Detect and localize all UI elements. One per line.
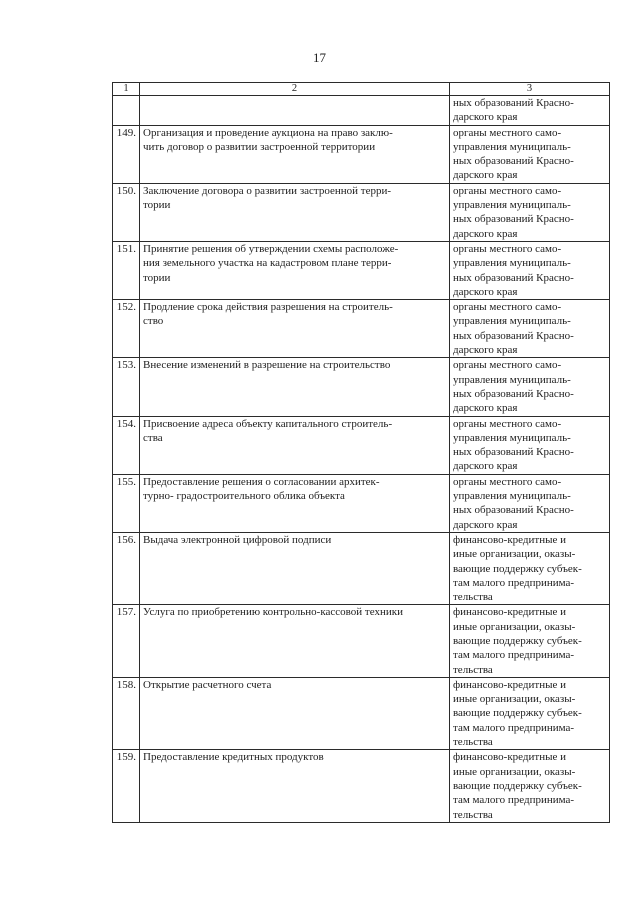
authority-line: ных образований Красно- [453,271,574,284]
table-header-row [113,83,610,96]
row-number: 159. [113,750,140,822]
authority-line: управления муниципаль- [453,373,571,386]
authority-line: иные организации, оказы- [453,548,576,561]
service-name [140,300,450,358]
authority-line: дарского края [453,460,518,473]
authority-cell [450,96,610,126]
authority-cell [450,300,610,358]
table-row [113,605,610,677]
table-row [113,300,610,358]
row-number: 156. [113,532,140,604]
authority-line: тельства [453,591,493,604]
service-name-line: турно- градостроительного облика объекта [143,490,345,503]
service-name [140,241,450,299]
table-row [113,358,610,416]
service-name-line: Предоставление кредитных продуктов [143,751,324,764]
row-number: 150. [113,183,140,241]
authority-line: вающие поддержку субъек- [453,562,582,575]
column-header-number: 1 [113,83,140,96]
authority-cell [450,183,610,241]
authority-line: там малого предпринима- [453,721,575,734]
service-name-line: Присвоение адреса объекту капитального строитель- [143,417,393,430]
service-name-line: Заключение договора о развитии застроенной терри- [143,184,392,197]
table-row [113,416,610,474]
authority-line: ных образований Красно- [453,446,574,459]
authority-line: органы местного само- [453,475,562,488]
service-name-line: Продление срока действия разрешения на строитель- [143,301,393,314]
authority-line: тельства [453,736,493,749]
authority-line: управления муниципаль- [453,257,571,270]
authority-line: иные организации, оказы- [453,693,576,706]
row-number: 153. [113,358,140,416]
table-row [113,125,610,183]
table-row [113,474,610,532]
table-row [113,183,610,241]
service-name-line: тории [143,271,171,284]
authority-line: управления муниципаль- [453,431,571,444]
authority-line: там малого предпринима- [453,794,575,807]
authority-cell [450,750,610,822]
service-name-line: Услуга по приобретению контрольно-кассовой техники [143,606,403,619]
authority-line: вающие поддержку субъек- [453,779,582,792]
service-name [140,125,450,183]
row-number: 155. [113,474,140,532]
authority-line: ных образований Красно- [453,155,574,168]
row-number [113,96,140,126]
row-number: 152. [113,300,140,358]
row-number: 151. [113,241,140,299]
column-header-service: 2 [140,83,450,96]
table-row [113,750,610,822]
service-name-line: Принятие решения об утверждении схемы расположе- [143,242,399,255]
authority-line: органы местного само- [453,301,562,314]
service-name-line: Организация и проведение аукциона на право заклю- [143,126,393,139]
authority-cell [450,358,610,416]
service-name [140,96,450,126]
authority-line: финансово-кредитные и [453,533,567,546]
service-name-line: чить договор о развитии застроенной территории [143,140,376,153]
service-name-line: Предоставление решения о согласовании архитек- [143,475,380,488]
authority-line: управления муниципаль- [453,315,571,328]
authority-line: вающие поддержку субъек- [453,707,582,720]
authority-line: ных образований Красно- [453,213,574,226]
service-name [140,474,450,532]
authority-line: дарского края [453,227,518,240]
service-name-line: Открытие расчетного счета [143,678,272,691]
authority-line: тельства [453,663,493,676]
authority-line: управления муниципаль- [453,490,571,503]
authority-line: дарского края [453,169,518,182]
service-name [140,532,450,604]
authority-line: ных образований Красно- [453,97,574,109]
authority-line: дарского края [453,402,518,415]
service-name [140,677,450,749]
authority-line: органы местного само- [453,417,562,430]
service-name-line: тории [143,199,171,212]
service-name [140,358,450,416]
authority-line: органы местного само- [453,242,562,255]
authority-line: дарского края [453,518,518,531]
service-name [140,750,450,822]
authority-line: дарского края [453,111,518,124]
authority-cell [450,241,610,299]
service-name [140,605,450,677]
table-row [113,241,610,299]
service-name-line: Выдача электронной цифровой подписи [143,533,332,546]
authority-cell [450,677,610,749]
table-row [113,532,610,604]
row-number: 157. [113,605,140,677]
authority-line: ных образований Красно- [453,504,574,517]
authority-cell [450,605,610,677]
authority-line: тельства [453,808,493,821]
authority-line: финансово-кредитные и [453,751,567,764]
services-table [112,82,610,823]
service-name-line: ство [143,315,164,328]
authority-line: дарского края [453,285,518,298]
service-name-line: ства [143,431,163,444]
authority-line: управления муниципаль- [453,140,571,153]
table-body [113,83,610,823]
table-row [113,677,610,749]
authority-cell [450,474,610,532]
row-number: 154. [113,416,140,474]
service-name [140,416,450,474]
service-name-line: ния земельного участка на кадастровом плане терри- [143,257,392,270]
authority-line: органы местного само- [453,184,562,197]
authority-line: ных образований Красно- [453,387,574,400]
continuation-row [113,96,610,126]
authority-line: иные организации, оказы- [453,765,576,778]
authority-cell [450,416,610,474]
authority-line: органы местного само- [453,126,562,139]
column-header-authority: 3 [450,83,610,96]
authority-line: вающие поддержку субъек- [453,634,582,647]
service-name [140,183,450,241]
service-name-line: Внесение изменений в разрешение на строительство [143,359,391,372]
authority-cell [450,532,610,604]
page-number: 17 [313,50,326,65]
authority-cell [450,125,610,183]
authority-line: органы местного само- [453,359,562,372]
authority-line: финансово-кредитные и [453,678,567,691]
authority-line: иные организации, оказы- [453,620,576,633]
authority-line: управления муниципаль- [453,199,571,212]
authority-line: там малого предпринима- [453,649,575,662]
row-number: 158. [113,677,140,749]
authority-line: ных образований Красно- [453,329,574,342]
row-number: 149. [113,125,140,183]
authority-line: дарского края [453,344,518,357]
authority-line: финансово-кредитные и [453,606,567,619]
authority-line: там малого предпринима- [453,576,575,589]
